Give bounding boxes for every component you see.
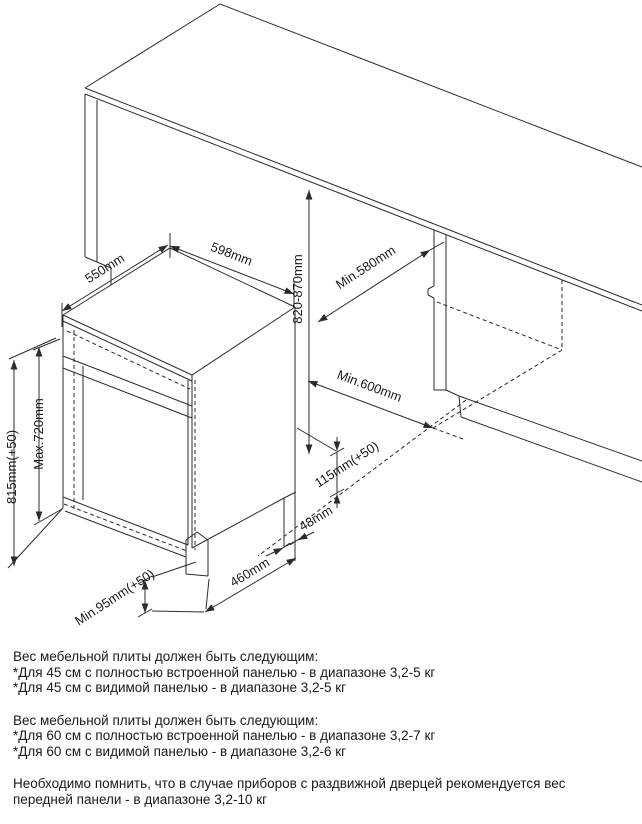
dim-total-height-leader	[9, 338, 56, 359]
note-45-title: Вес мебельной плиты должен быть следующим:	[13, 649, 319, 664]
dim-base-width-leader	[206, 579, 209, 609]
dim-base-step-arrow-right	[298, 532, 314, 540]
dim-niche-width	[308, 367, 433, 428]
right-plinth	[459, 396, 642, 482]
dishwasher-front-panel-lines	[63, 321, 192, 418]
notes-block	[13, 649, 633, 824]
dim-label-niche-width: Min.600mm	[335, 366, 405, 405]
dim-niche-depth-ext	[430, 242, 444, 250]
dim-counter-height	[290, 190, 309, 454]
dishwasher-floor-line-left	[8, 508, 63, 568]
note-paragraph-45cm	[13, 649, 633, 696]
dim-base-step	[266, 502, 335, 556]
dishwasher-left-edges	[63, 315, 83, 508]
dim-label-top-depth: 550mm	[82, 250, 127, 287]
dim-label-plinth-min: Min.95mm(+50)	[72, 566, 157, 629]
dim-label-door-max: Max.720mm	[31, 398, 46, 470]
dishwasher-right-side	[192, 307, 296, 561]
niche-hidden-edges	[433, 280, 562, 439]
note-45-line1: *Для 45 см с полностью встроенной панелью - в диапазоне 3,2-5 кг	[13, 664, 436, 680]
countertop-back-edges	[85, 4, 642, 167]
floor-hidden-line	[258, 400, 466, 556]
dim-plinth-min	[72, 562, 204, 628]
counter-left-side-panel	[85, 94, 111, 285]
dim-top-width	[170, 239, 294, 306]
dim-label-base-width: 460mm	[227, 554, 273, 590]
dim-label-base-step: 48mm	[296, 502, 336, 534]
dishwasher-rear-foot	[186, 532, 208, 576]
dim-rear-gap	[297, 428, 381, 508]
note-60-line1: *Для 60 см с полностью встроенной панелью - в диапазоне 3,2-7 кг	[13, 728, 436, 743]
dim-label-top-width: 598mm	[208, 239, 255, 269]
dim-top-depth	[62, 233, 170, 327]
note-paragraph-60cm	[13, 713, 633, 760]
note-paragraph-sliding-door	[13, 776, 633, 807]
dim-base-width	[205, 555, 296, 612]
dim-niche-depth	[318, 242, 444, 322]
dim-top-depth-ticks	[62, 233, 170, 327]
note-60-title: Вес мебельной плиты должен быть следующим:	[13, 712, 319, 728]
niche-right-panel	[428, 230, 459, 396]
dim-label-niche-depth: Min.580mm	[332, 242, 399, 293]
dim-door-max	[31, 339, 62, 525]
note-60-line2: *Для 60 см с видимой панелью - в диапазоне 3,2-6 кг	[13, 743, 347, 759]
dim-label-rear-gap: 115mm(+50)	[311, 438, 382, 491]
note-sliding-line1: Необходимо помнить, что в случае приборов с раздвижной дверцей рекомендуется вес	[13, 776, 566, 791]
dishwasher	[8, 248, 296, 576]
note-sliding-line2: передней панели - в диапазоне 3,2-10 кг	[13, 791, 268, 807]
note-45-line2: *Для 45 см с видимой панелью - в диапазоне 3,2-5 кг	[13, 680, 347, 695]
dimensions	[4, 190, 444, 628]
dim-total-height	[4, 338, 56, 566]
dim-label-total-height: 815mm(+50)	[4, 429, 19, 505]
countertop-front-edge-bottom	[85, 94, 642, 311]
niche	[258, 230, 642, 556]
dim-label-counter-height: 820-870mm	[290, 254, 305, 324]
dishwasher-right-door-edges	[188, 375, 192, 548]
